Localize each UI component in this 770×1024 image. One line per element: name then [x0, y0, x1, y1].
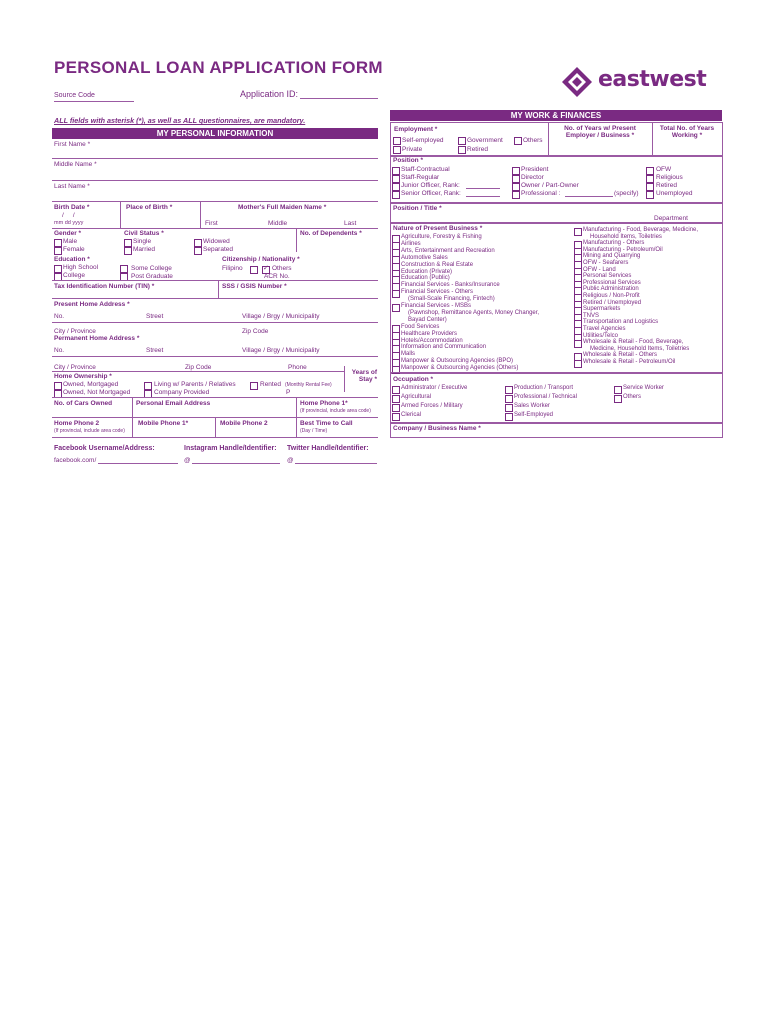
financial-services-banks-insurance-label: Financial Services - Banks/Insurance: [401, 282, 500, 289]
gender-label: Gender *: [54, 230, 82, 237]
permanent-phone-label: Phone: [288, 364, 307, 371]
manpower-outsourcing-agencies-bpo-label: Manpower & Outsourcing Agencies (BPO): [401, 358, 514, 365]
director-label: Director: [521, 174, 544, 181]
sss-label: SSS / GSIS Number *: [222, 283, 287, 290]
manufacturing-petroleum-oil-label: Manufacturing - Petroleum/Oil: [583, 246, 663, 253]
mandatory-note: ALL fields with asterisk (*), as well as ALL questionnaires, are mandatory.: [54, 116, 306, 125]
financial-services-others-checkbox[interactable]: [392, 290, 400, 298]
service-worker-checkbox[interactable]: [614, 386, 622, 394]
maiden-middle-label: Middle: [268, 220, 288, 227]
agricultural-checkbox[interactable]: [392, 395, 400, 403]
present-city-label: City / Province: [54, 328, 96, 335]
birth-date-label: Birth Date *: [54, 204, 90, 211]
home-phone-1-label: Home Phone 1*: [300, 400, 348, 407]
malls-label: Malls: [401, 351, 416, 358]
place-of-birth-label: Place of Birth *: [126, 204, 173, 211]
professional-technical-label: Professional / Technical: [514, 394, 577, 400]
years-present-label: No. of Years w/ Present Employer / Business *: [564, 125, 636, 139]
work-finances-heading: MY WORK & FINANCES: [390, 110, 722, 121]
production-transport-checkbox[interactable]: [505, 386, 513, 394]
ofw-label: OFW: [656, 166, 672, 173]
private-label: Private: [402, 146, 423, 153]
unemployed-checkbox[interactable]: [646, 191, 654, 199]
self-employed-checkbox[interactable]: [505, 413, 513, 421]
others-employment-label: Others: [523, 137, 543, 144]
permanent-address-label: Permanent Home Address *: [54, 335, 140, 342]
brand-logo: [560, 65, 710, 99]
form-title: PERSONAL LOAN APPLICATION FORM: [54, 58, 383, 77]
brand-name: eastwest: [598, 67, 707, 92]
production-transport-label: Production / Transport: [514, 385, 574, 391]
arts-entertainment-and-recreation-label: Arts, Entertainment and Recreation: [401, 247, 495, 254]
retired-position-checkbox[interactable]: [646, 183, 654, 191]
cars-owned-label: No. of Cars Owned: [54, 400, 113, 407]
travel-agencies-label: Travel Agencies: [583, 326, 626, 332]
tnvs-label: TNVS: [583, 312, 600, 319]
present-zip-label: Zip Code: [242, 328, 269, 335]
ofw-seafarers-label: OFW - Seafarers: [583, 260, 629, 266]
high-school-checkbox[interactable]: [54, 265, 62, 273]
owned-mortgaged-label: Owned, Mortgaged: [63, 381, 119, 388]
manpower-outsourcing-agencies-others-label: Manpower & Outsourcing Agencies (Others): [401, 365, 519, 372]
widowed-label: Widowed: [203, 238, 230, 245]
wholesale-retail-others-label: Wholesale & Retail - Others: [583, 352, 658, 359]
occupation-label: Occupation *: [393, 376, 434, 383]
present-address-field[interactable]: [52, 322, 378, 323]
financial-services-msbs-checkbox[interactable]: [392, 304, 400, 312]
clerical-label: Clerical: [401, 412, 422, 418]
source-code-label: Source Code: [54, 92, 95, 99]
middle-name-label: Middle Name *: [54, 161, 97, 168]
hotels-accommodation-label: Hotels/Accommodation: [401, 337, 463, 344]
permanent-no-label: No.: [54, 347, 65, 354]
maiden-first-label: First: [205, 220, 218, 227]
tin-label: Tax Identification Number (TIN) *: [54, 283, 155, 290]
clerical-checkbox[interactable]: [392, 413, 400, 421]
retired-position-label: Retired: [656, 182, 677, 189]
wholesale-retail-petroleum-oil-checkbox[interactable]: [574, 360, 582, 368]
personal-email-label: Personal Email Address: [136, 400, 211, 407]
healthcare-providers-label: Healthcare Providers: [401, 330, 458, 337]
wholesale-retail-petroleum-oil-label: Wholesale & Retail - Petroleum/Oil: [583, 359, 676, 365]
home-phone-1-note: (If provincial, include area code): [300, 408, 371, 414]
high-school-label: High School: [63, 264, 99, 271]
gender-female-label: Female: [63, 246, 85, 253]
agricultural-label: Agricultural: [401, 394, 432, 400]
service-worker-label: Service Worker: [623, 385, 664, 391]
college-label: College: [63, 272, 86, 279]
government-label: Government: [467, 137, 503, 144]
position-title-label: Position / Title *: [393, 205, 442, 212]
self-employed-label: Self-employed: [402, 137, 444, 144]
separated-label: Separated: [203, 246, 233, 253]
permanent-street-label: Street: [146, 347, 164, 354]
present-street-label: Street: [146, 313, 164, 320]
gender-male-checkbox[interactable]: [54, 239, 62, 247]
application-id-field[interactable]: [300, 98, 378, 99]
sales-worker-label: Sales Worker: [514, 403, 550, 409]
unemployed-label: Unemployed: [656, 190, 693, 197]
bayad-center-label: Bayad Center): [408, 316, 447, 323]
owner-label: Owner / Part-Owner: [521, 182, 579, 189]
mining-and-quarrying-label: Mining and Quarrying: [583, 253, 641, 260]
middle-name-field[interactable]: [52, 180, 378, 181]
financial-services-msbs-label: Financial Services - MSBs: [401, 303, 472, 309]
junior-officer-label: Junior Officer, Rank:: [401, 182, 460, 189]
manufacturing-food-beverage-medicine-checkbox[interactable]: [574, 228, 582, 236]
medicine-household-items-toiletries-label: Medicine, Household Items, Toiletries: [590, 345, 690, 352]
employment-label: Employment *: [394, 126, 438, 133]
self-employed-label: Self-Employed: [514, 412, 554, 418]
citizenship-label: Citizenship / Nationality *: [222, 256, 300, 263]
last-name-field[interactable]: [52, 201, 378, 202]
last-name-label: Last Name *: [54, 183, 90, 190]
senior-officer-label: Senior Officer, Rank:: [401, 190, 461, 197]
single-checkbox[interactable]: [124, 239, 132, 247]
source-code-field[interactable]: [54, 101, 134, 102]
single-label: Single: [133, 238, 152, 245]
retired-employment-label: Retired: [467, 146, 488, 153]
junior-officer-checkbox[interactable]: [392, 183, 400, 191]
facebook-prefix: facebook.com/: [54, 457, 97, 464]
utilities-telco-label: Utilities/Telco: [583, 332, 619, 339]
mobile-1-label: Mobile Phone 1*: [138, 420, 189, 427]
twitter-field[interactable]: [295, 463, 377, 464]
years-of-stay-label: Years of Stay *: [351, 369, 377, 383]
first-name-field[interactable]: [52, 158, 378, 159]
supermarkets-label: Supermarkets: [583, 306, 621, 313]
filipino-checkbox[interactable]: [250, 266, 258, 274]
owned-mortgaged-checkbox[interactable]: [54, 382, 62, 390]
small-scale-financing-fintech-label: (Small-Scale Financing, Fintech): [408, 296, 495, 303]
household-items-toiletries-label: Household Items, Toiletries: [590, 233, 662, 240]
professional-checkbox[interactable]: [512, 191, 520, 199]
food-services-label: Food Services: [401, 323, 440, 330]
president-label: President: [521, 166, 549, 173]
pawnshop-remittance-agents-money-changer-label: (Pawnshop, Remittance Agents, Money Changer,: [408, 309, 540, 316]
company-provided-label: Company Provided: [154, 389, 210, 396]
airlines-label: Airlines: [401, 240, 421, 247]
administrator-executive-checkbox[interactable]: [392, 386, 400, 394]
home-phone-2-label: Home Phone 2: [54, 420, 100, 427]
public-administration-label: Public Administration: [583, 286, 639, 293]
education-label: Education *: [54, 256, 90, 263]
information-and-communication-label: Information and Communication: [401, 344, 487, 351]
facebook-label: Facebook Username/Address:: [54, 445, 155, 452]
rented-label: Rented: [260, 381, 281, 388]
manufacturing-others-label: Manufacturing - Others: [583, 240, 645, 247]
gender-male-label: Male: [63, 238, 78, 245]
retired-unemployed-label: Retired / Unemployed: [583, 299, 642, 306]
twitter-at: @: [287, 457, 294, 464]
separated-checkbox[interactable]: [194, 247, 202, 255]
government-checkbox[interactable]: [458, 137, 466, 145]
mobile-2-label: Mobile Phone 2: [220, 420, 268, 427]
present-address-label: Present Home Address *: [54, 301, 130, 308]
post-graduate-label: Post Graduate: [131, 273, 173, 280]
civil-status-label: Civil Status *: [124, 230, 164, 237]
permanent-city-label: City / Province: [54, 364, 96, 371]
some-college-label: Some College: [131, 265, 172, 272]
professional-technical-checkbox[interactable]: [505, 395, 513, 403]
wholesale-retail-food-beverage-checkbox[interactable]: [574, 340, 582, 348]
education-private-label: Education (Private): [401, 268, 453, 275]
best-time-note: (Day / Time): [300, 428, 328, 434]
retired-employment-checkbox[interactable]: [458, 146, 466, 154]
instagram-at: @: [184, 457, 191, 464]
mothers-maiden-name-label: Mother's Full Maiden Name *: [238, 204, 327, 211]
acr-no-label: ACR No.: [264, 273, 290, 280]
personal-info-heading: MY PERSONAL INFORMATION: [52, 128, 378, 139]
living-parents-checkbox[interactable]: [144, 382, 152, 390]
best-time-label: Best Time to Call: [300, 420, 353, 427]
armed-forces-military-checkbox[interactable]: [392, 404, 400, 412]
administrator-executive-label: Administrator / Executive: [401, 385, 468, 391]
ofw-checkbox[interactable]: [646, 167, 654, 175]
others-citizenship-label: Others: [272, 265, 292, 272]
birth-date-format: mm dd yyyy: [54, 220, 84, 226]
instagram-field[interactable]: [192, 463, 280, 464]
dependents-label: No. of Dependents *: [300, 230, 362, 237]
personal-services-label: Personal Services: [583, 273, 632, 280]
president-checkbox[interactable]: [512, 167, 520, 175]
senior-rank-field[interactable]: [466, 196, 500, 197]
staff-contractual-checkbox[interactable]: [392, 167, 400, 175]
agriculture-forestry-fishing-label: Agriculture, Forestry & Fishing: [401, 234, 482, 240]
education-public-label: Education (Public): [401, 275, 450, 282]
rental-peso-label: P: [286, 389, 291, 396]
junior-rank-field[interactable]: [466, 188, 500, 189]
automotive-sales-label: Automotive Sales: [401, 254, 448, 261]
home-phone-2-note: (If provincial, include area code): [54, 428, 125, 434]
director-checkbox[interactable]: [512, 175, 520, 183]
first-name-label: First Name *: [54, 141, 91, 148]
present-no-label: No.: [54, 313, 65, 320]
gender-female-checkbox[interactable]: [54, 247, 62, 255]
married-checkbox[interactable]: [124, 247, 132, 255]
private-checkbox[interactable]: [393, 146, 401, 154]
some-college-checkbox[interactable]: [120, 265, 128, 273]
rented-checkbox[interactable]: [250, 382, 258, 390]
staff-regular-checkbox[interactable]: [392, 175, 400, 183]
instagram-label: Instagram Handle/Identifier:: [184, 445, 277, 452]
religious-label: Religious: [656, 174, 683, 181]
religious-non-profit-label: Religious / Non-Profit: [583, 293, 640, 299]
religious-checkbox[interactable]: [646, 175, 654, 183]
professional-label: Professional :: [521, 190, 561, 197]
wholesale-retail-food-beverage-label: Wholesale & Retail - Food, Beverage,: [583, 339, 684, 346]
transportation-and-logistics-label: Transportation and Logistics: [583, 319, 659, 326]
living-parents-label: Living w/ Parents / Relatives: [154, 381, 236, 388]
company-name-label: Company / Business Name *: [393, 425, 481, 432]
armed-forces-military-label: Armed Forces / Military: [401, 403, 463, 409]
specify-label: (specify): [614, 190, 639, 197]
married-label: Married: [133, 246, 156, 253]
owner-checkbox[interactable]: [512, 183, 520, 191]
manufacturing-food-beverage-medicine-label: Manufacturing - Food, Beverage, Medicine,: [583, 227, 699, 233]
department-label: Department: [654, 215, 688, 222]
twitter-label: Twitter Handle/Identifier:: [287, 445, 369, 452]
staff-regular-label: Staff-Regular: [401, 174, 440, 181]
professional-services-label: Professional Services: [583, 279, 641, 286]
others-checkbox[interactable]: [614, 395, 622, 403]
permanent-village-label: Village / Brgy / Municipality: [242, 347, 320, 354]
permanent-address-field[interactable]: [52, 356, 378, 357]
others-label: Others: [623, 394, 642, 400]
total-years-label: Total No. of Years Working *: [659, 125, 715, 139]
facebook-field[interactable]: [98, 463, 178, 464]
position-label: Position *: [393, 157, 423, 164]
maiden-last-label: Last: [344, 220, 357, 227]
sales-worker-checkbox[interactable]: [505, 404, 513, 412]
staff-contractual-label: Staff-Contractual: [401, 166, 450, 173]
professional-specify-field[interactable]: [565, 196, 613, 197]
financial-services-others-label: Financial Services - Others: [401, 289, 474, 296]
senior-officer-checkbox[interactable]: [392, 191, 400, 199]
construction-real-estate-label: Construction & Real Estate: [401, 261, 474, 268]
widowed-checkbox[interactable]: [194, 239, 202, 247]
monthly-rental-note: (Monthly Rental Fee): [285, 382, 332, 388]
others-employment-checkbox[interactable]: [514, 137, 522, 145]
ofw-land-label: OFW - Land: [583, 266, 616, 273]
eastwest-diamond-logo-icon: [560, 65, 594, 99]
nature-business-label: Nature of Present Business *: [393, 225, 483, 232]
application-id-label: Application ID:: [240, 89, 299, 99]
self-employed-checkbox[interactable]: [393, 137, 401, 145]
owned-not-mortgaged-label: Owned, Not Mortgaged: [63, 389, 131, 396]
present-village-label: Village / Brgy / Municipality: [242, 313, 320, 320]
home-ownership-label: Home Ownership *: [54, 373, 112, 380]
permanent-zip-label: Zip Code: [185, 364, 212, 371]
filipino-label: Filipino: [222, 265, 243, 272]
